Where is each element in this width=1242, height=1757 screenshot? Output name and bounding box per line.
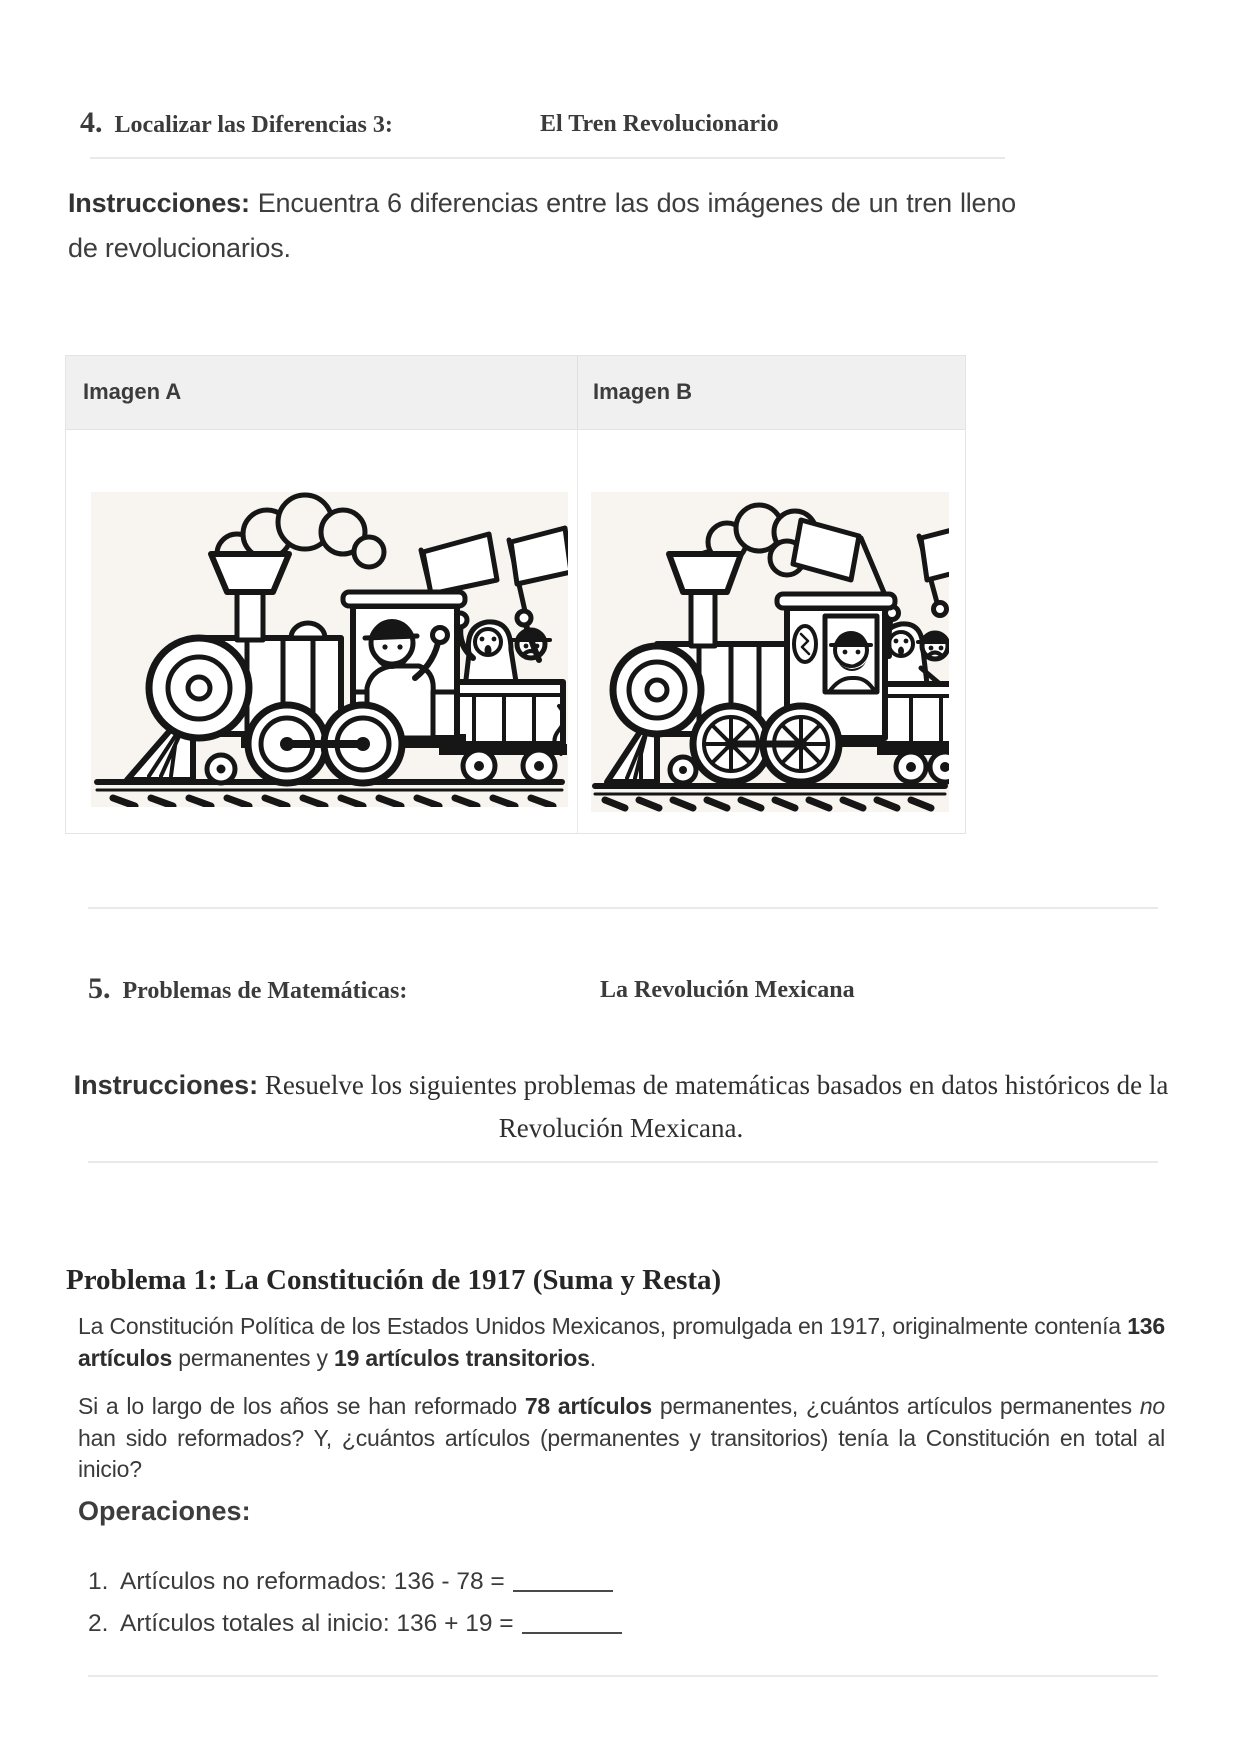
text-segment: La Constitución Política de los Estados Unidos Mexicanos, promulgada en 1917, originalmente contenía <box>78 1313 1128 1339</box>
instructions-label: Instrucciones: <box>68 188 250 218</box>
section4-number: 4. <box>80 106 103 139</box>
train-illustration-a <box>91 492 568 807</box>
operation-number: 2. <box>88 1610 109 1637</box>
operation-number: 1. <box>88 1568 109 1595</box>
cell-imagen-a <box>66 430 578 833</box>
section4-underline <box>90 157 1005 159</box>
problema1-title: Problema 1: La Constitución de 1917 (Suma y Resta) <box>66 1264 722 1296</box>
text-segment: permanentes y <box>172 1344 334 1371</box>
text-segment: han sido reformados? Y, ¿cuántos artículos (permanentes y transitorios) tenía la Constitución en total al inicio? <box>78 1424 1165 1482</box>
section5-number: 5. <box>88 972 111 1005</box>
text-segment: Si a lo largo de los años se han reformado <box>78 1393 525 1419</box>
section-divider <box>88 907 1158 909</box>
problema1-paragraph-2 <box>78 1391 1165 1486</box>
operation-item <box>88 1603 622 1645</box>
section5-heading <box>88 972 1168 1018</box>
operation-item <box>88 1561 622 1603</box>
differences-table <box>65 355 966 834</box>
bold-segment: 78 artículos <box>524 1393 652 1419</box>
instructions-text: Resuelve los siguientes problemas de matemáticas basados en datos históricos de la Revolución Mexicana. <box>258 1070 1169 1143</box>
operations-list <box>88 1561 622 1645</box>
problema1-paragraph-1 <box>78 1311 1165 1374</box>
header-imagen-b: Imagen B <box>593 379 693 404</box>
differences-table-body <box>66 430 965 833</box>
section4-subtitle: El Tren Revolucionario <box>540 111 779 137</box>
answer-blank <box>522 1632 622 1634</box>
section5-subtitle: La Revolución Mexicana <box>600 977 855 1003</box>
answer-blank <box>513 1590 613 1592</box>
operation-text: Artículos totales al inicio: 136 + 19 = <box>120 1610 514 1637</box>
bold-segment: 19 artículos transitorios <box>334 1344 590 1371</box>
bold-segment: 136 artículos <box>78 1313 1165 1371</box>
section-divider <box>88 1675 1158 1677</box>
section4-heading <box>80 106 1160 152</box>
text-segment: permanentes, ¿cuántos artículos permanentes <box>651 1393 1140 1419</box>
section5-instructions <box>60 1064 1182 1150</box>
instructions-label: Instrucciones: <box>73 1070 259 1100</box>
train-image-b <box>591 492 949 812</box>
section4-title: Localizar las Diferencias 3: <box>114 112 393 138</box>
cell-imagen-b <box>578 430 965 833</box>
differences-table-header <box>66 356 965 430</box>
text-segment: . <box>589 1344 596 1371</box>
section5-title: Problemas de Matemáticas: <box>122 978 408 1004</box>
train-image-a <box>91 492 568 807</box>
section-divider <box>88 1161 1158 1163</box>
instructions-text: Encuentra 6 diferencias entre las dos imágenes de un tren lleno de revolucionarios. <box>68 188 1016 263</box>
train-illustration-b <box>591 492 949 812</box>
operation-text: Artículos no reformados: 136 - 78 = <box>120 1568 505 1595</box>
italic-segment: no <box>1139 1393 1165 1419</box>
section4-instructions <box>68 181 1016 271</box>
operations-label: Operaciones: <box>78 1496 251 1526</box>
header-imagen-a: Imagen A <box>66 356 578 429</box>
